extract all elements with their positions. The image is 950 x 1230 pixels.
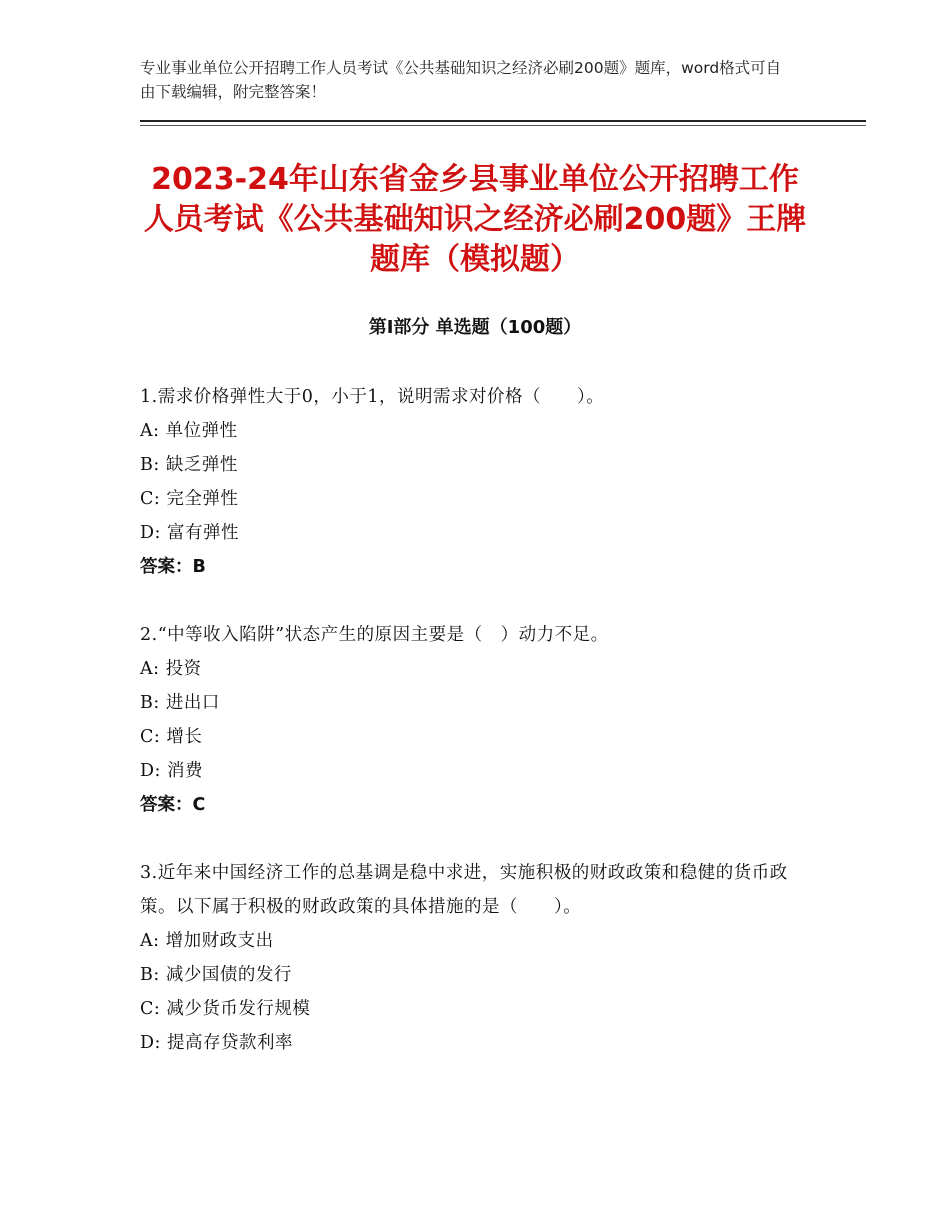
answer: 答案：B: [140, 557, 206, 577]
option-a: A: 增加财政支出: [140, 931, 274, 951]
question-1: [140, 380, 810, 584]
option-b: B: 缺乏弹性: [140, 455, 238, 475]
question-2: [140, 618, 810, 822]
header-rule-thick: [140, 120, 866, 122]
document-title: 2023-24年山东省金乡县事业单位公开招聘工作人员考试《公共基础知识之经济必刷200题》王牌题库（模拟题）: [143, 162, 807, 277]
question-text: 1.需求价格弹性大于0，小于1，说明需求对价格（ ）。: [140, 387, 605, 407]
option-d: D: 富有弹性: [140, 523, 239, 543]
question-text: 3.近年来中国经济工作的总基调是稳中求进，实施积极的财政政策和稳健的货币政策。以下属于积极的财政政策的具体措施的是（ ）。: [140, 863, 788, 917]
answer: 答案：C: [140, 795, 206, 815]
header-note: 专业事业单位公开招聘工作人员考试《公共基础知识之经济必刷200题》题库，word格式可自由下载编辑，附完整答案！: [140, 59, 782, 101]
option-d: D: 提高存贷款利率: [140, 1033, 293, 1053]
option-c: C: 增长: [140, 727, 203, 747]
header-rule-thin: [140, 125, 866, 126]
option-a: A: 投资: [140, 659, 202, 679]
option-b: B: 进出口: [140, 693, 220, 713]
option-c: C: 完全弹性: [140, 489, 239, 509]
option-d: D: 消费: [140, 761, 203, 781]
option-c: C: 减少货币发行规模: [140, 999, 311, 1019]
question-list: [140, 380, 810, 1094]
question-3: [140, 856, 810, 1060]
question-text: 2.“中等收入陷阱”状态产生的原因主要是（ ）动力不足。: [140, 625, 609, 645]
section-title: 第Ⅰ部分 单选题（100题）: [368, 317, 582, 338]
option-a: A: 单位弹性: [140, 421, 238, 441]
option-b: B: 减少国债的发行: [140, 965, 292, 985]
